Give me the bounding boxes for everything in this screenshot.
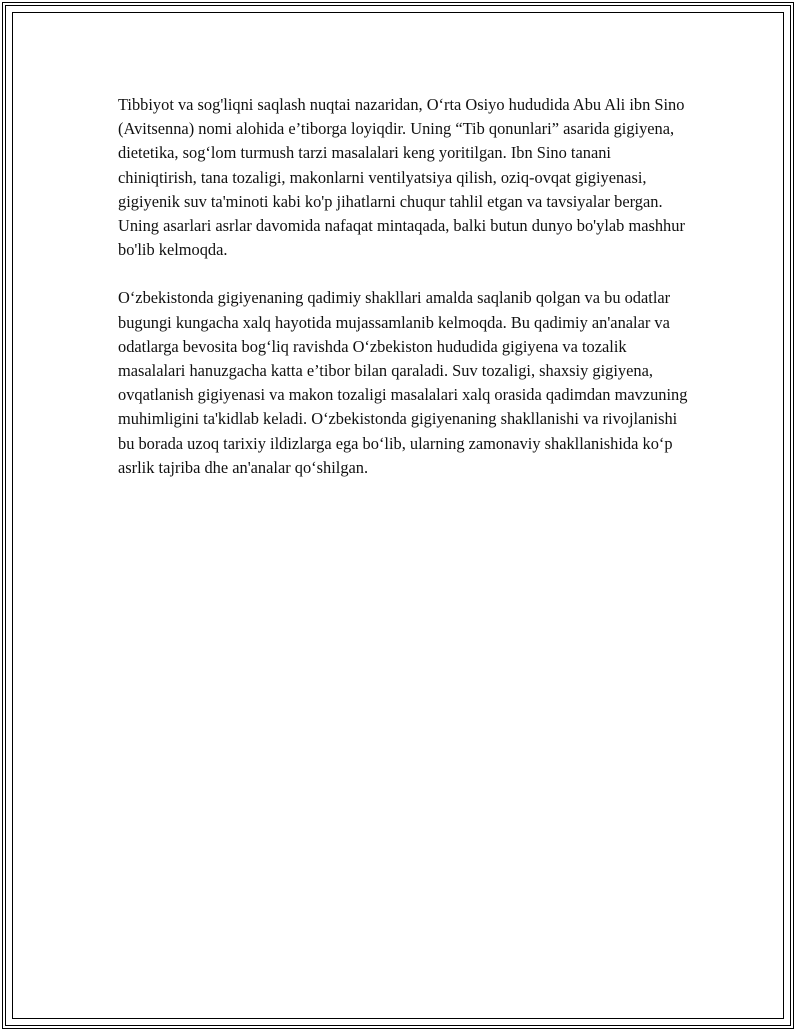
document-body: [118, 93, 690, 480]
paragraph-uzbekistan-hygiene: O‘zbekistonda gigiyenaning qadimiy shakllari amalda saqlanib qolgan va bu odatlar bugungi kungacha xalq hayotida mujassamlanib kelmoqda. Bu qadimiy an'analar va odatlarga bevosita bog‘liq ravishda O‘zbekiston hududida gigiyena va tozalik masalalari hanuzgacha katta e’tibor bilan qaraladi. Suv tozaligi, shaxsiy gigiyena, ovqatlanish gigiyenasi va makon tozaligi masalalari xalq orasida qadimdan mavzuning muhimligini ta'kidlab keladi. O‘zbekistonda gigiyenaning shakllanishi va rivojlanishi bu borada uzoq tarixiy ildizlarga ega bo‘lib, ularning zamonaviy shakllanishida ko‘p asrlik tajriba dhe an'analar qo‘shilgan.: [118, 288, 688, 477]
paragraph-ibn-sino: Tibbiyot va sog'liqni saqlash nuqtai nazaridan, O‘rta Osiyo hududida Abu Ali ibn Sino (Avitsenna) nomi alohida e’tiborga loyiqdir. Uning “Tib qonunlari” asarida gigiyena, dietetika, sog‘lom turmush tarzi masalalari keng yoritilgan. Ibn Sino tanani chiniqtirish, tana tozaligi, makonlarni ventilyatsiya qilish, oziq-ovqat gigiyenasi, gigiyenik suv ta'minoti kabi ko'p jihatlarni chuqur tahlil etgan va tavsiyalar bergan. Uning asarlari asrlar davomida nafaqat mintaqada, balki butun dunyo bo'ylab mashhur bo'lib kelmoqda.: [118, 95, 685, 260]
